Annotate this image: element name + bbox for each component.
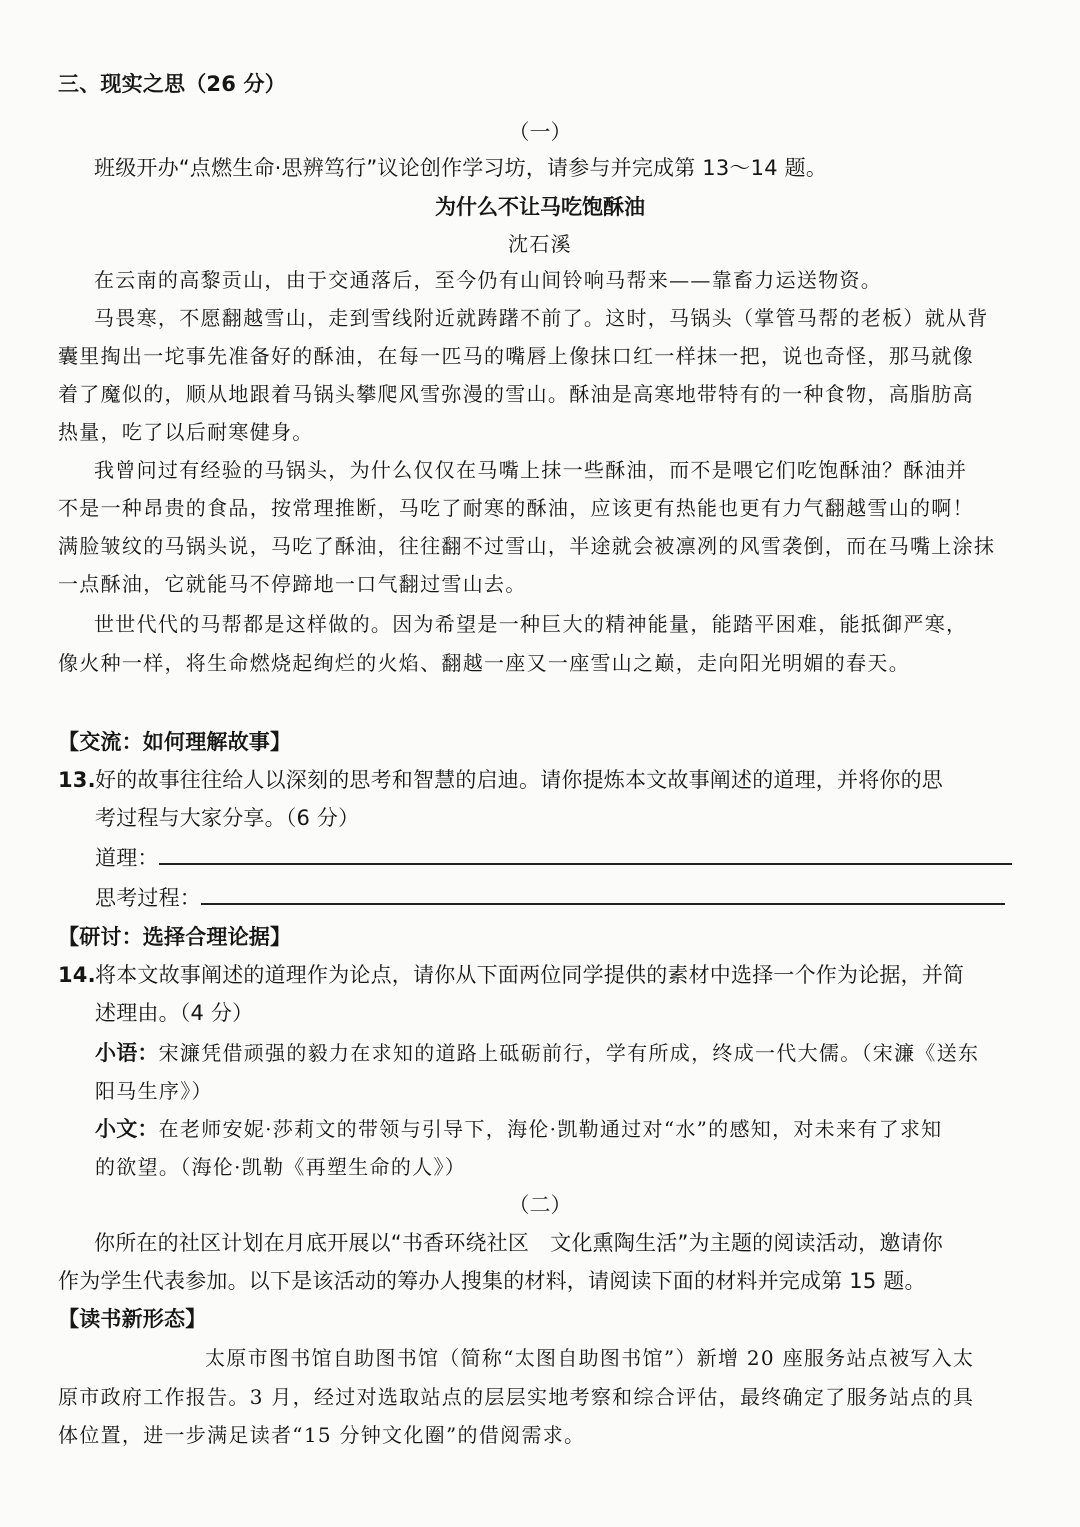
answer-label-principle: 道理： (95, 846, 159, 870)
material-line: 体位置，进一步满足读者“15 分钟文化圈”的借阅需求。 (58, 1423, 586, 1447)
question-14-number: 14. (58, 963, 96, 987)
xiaoyu-text-cont: 阳马生序》） (95, 1079, 213, 1103)
article-line: 不是一种昂贵的食品，按常理推断，马吃了耐寒的酥油，应该更有热能也更有力气翻越雪山的啊！ (58, 496, 974, 520)
xiaoyu-text: 宋濂凭借顽强的毅力在求知的道路上砥砺前行，学有所成，终成一代大儒。（宋濂《送东 (158, 1041, 980, 1065)
question-14-text: 将本文故事阐述的道理作为论点，请你从下面两位同学提供的素材中选择一个作为论据，并简 (95, 963, 965, 987)
part2-intro: 作为学生代表参加。以下是该活动的筹办人搜集的材料，请阅读下面的材料并完成第 15 题。 (58, 1269, 926, 1293)
article-line: 我曾问过有经验的马锅头，为什么仅仅在马嘴上抹一些酥油，而不是喂它们吃饱酥油？酥油并 (94, 458, 968, 482)
part2-heading: （二） (508, 1193, 572, 1217)
part1-heading: （一） (508, 120, 572, 144)
article-line: 像火种一样，将生命燃烧起绚烂的火焰、翻越一座又一座雪山之巅，走向阳光明媚的春天。 (58, 651, 910, 675)
article-line: 一点酥油，它就能马不停蹄地一口气翻过雪山去。 (58, 572, 527, 596)
part1-intro: 班级开办“点燃生命·思辨笃行”议论创作学习坊，请参与并完成第 13～14 题。 (94, 156, 828, 180)
xiaowen-label: 小文： (95, 1117, 159, 1141)
material-xiaowen (95, 1114, 942, 1144)
material-line: 原市政府工作报告。3 月，经过对选取站点的层层实地考察和综合评估，最终确定了服务站点的具 (58, 1385, 975, 1409)
article-line: 热量，吃了以后耐寒健身。 (58, 420, 314, 444)
material-line: 太原市图书馆自助图书馆（简称“太图自助图书馆”）新增 20 座服务站点被写入太 (205, 1346, 975, 1370)
article-line: 在云南的高黎贡山，由于交通落后，至今仍有山间铃响马帮来——靠畜力运送物资。 (94, 268, 883, 292)
article-title: 为什么不让马吃饱酥油 (435, 195, 645, 219)
exchange-header: 【交流：如何理解故事】 (58, 730, 292, 754)
answer-field-thinking[interactable] (95, 883, 1005, 913)
article-line: 马畏寒，不愿翻越雪山，走到雪线附近就踌躇不前了。这时，马锅头（掌管马帮的老板）就从背 (94, 306, 989, 330)
material-xiaoyu (95, 1038, 979, 1068)
answer-line-principle[interactable] (159, 843, 1012, 865)
question-13-text: 考过程与大家分享。（6 分） (95, 806, 360, 830)
answer-line-thinking[interactable] (201, 883, 1005, 905)
article-line: 满脸皱纹的马锅头说，马吃了酥油，往往翻不过雪山，半途就会被凛冽的风雪袭倒，而在马嘴上涂抹 (58, 534, 996, 558)
article-line: 世世代代的马帮都是这样做的。因为希望是一种巨大的精神能量，能踏平困难，能抵御严寒， (94, 612, 968, 636)
question-13-text: 好的故事往往给人以深刻的思考和智慧的启迪。请你提炼本文故事阐述的道理，并将你的思 (95, 768, 943, 792)
answer-label-thinking: 思考过程： (95, 886, 201, 910)
article-line: 囊里掏出一坨事先准备好的酥油，在每一匹马的嘴唇上像抹口红一样抹一把，说也奇怪，那马就像 (58, 344, 974, 368)
article-author: 沈石溪 (508, 232, 572, 256)
material-header: 【读书新形态】 (58, 1307, 207, 1331)
question-14-text: 述理由。（4 分） (95, 1001, 254, 1025)
answer-field-principle[interactable] (95, 843, 1012, 873)
part2-intro: 你所在的社区计划在月底开展以“书香环绕社区 文化熏陶生活”为主题的阅读活动，邀请你 (94, 1231, 943, 1255)
xiaowen-text-cont: 的欲望。（海伦·凯勒《再塑生命的人》） (95, 1155, 467, 1179)
question-13-number: 13. (58, 768, 96, 792)
xiaowen-text: 在老师安妮·莎莉文的带领与引导下，海伦·凯勒通过对“水”的感知，对未来有了求知 (158, 1117, 943, 1141)
xiaoyu-label: 小语： (95, 1041, 159, 1065)
article-line: 着了魔似的，顺从地跟着马锅头攀爬风雪弥漫的雪山。酥油是高寒地带特有的一种食物，高脂肪高 (58, 382, 974, 406)
section-title: 三、现实之思（26 分） (58, 72, 286, 96)
discussion-header: 【研讨：选择合理论据】 (58, 925, 292, 949)
